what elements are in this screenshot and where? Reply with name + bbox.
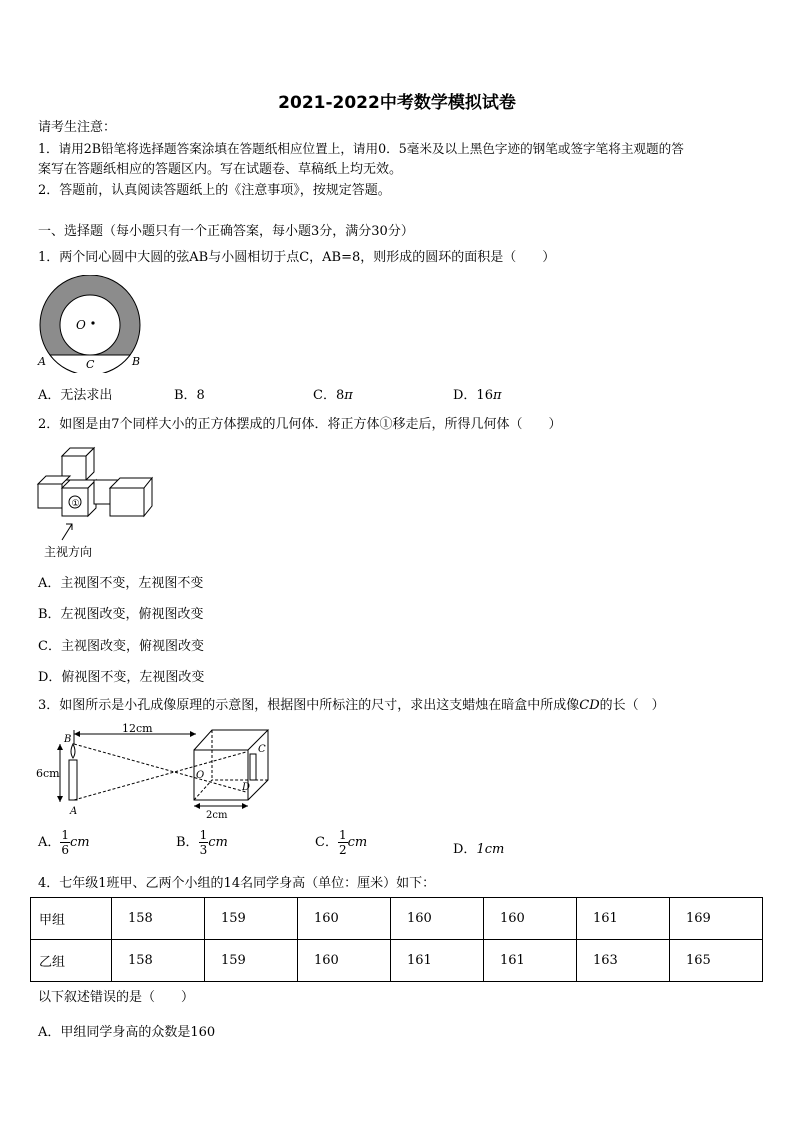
- table-row: [31, 898, 763, 940]
- q3-option-c: C． $\frac{1}{2}$ cm: [315, 828, 368, 857]
- q3-len-2: 2cm: [206, 810, 228, 821]
- q1-option-b: B．8: [174, 388, 205, 403]
- row-label: 乙组: [31, 940, 112, 982]
- table-cell: 161: [391, 940, 484, 982]
- q3-len-12: 12cm: [122, 722, 153, 735]
- q1-label-a: A: [38, 355, 46, 368]
- table-cell: 169: [670, 898, 763, 940]
- q1-label-b: B: [132, 355, 141, 368]
- notice-heading: 请考生注意：: [38, 120, 117, 135]
- q3-stem: 3．如图所示是小孔成像原理的示意图，根据图中所标注的尺寸，求出这支蜡烛在暗盒中所成像CD的长（ ）: [38, 698, 665, 713]
- table-cell: 165: [670, 940, 763, 982]
- q3-label-o: O: [196, 770, 205, 781]
- table-cell: 160: [298, 898, 391, 940]
- pi-symbol: π: [344, 388, 353, 403]
- table-cell: 159: [205, 898, 298, 940]
- q1-option-c: C．8π: [313, 388, 353, 403]
- table-cell: 158: [112, 898, 205, 940]
- table-cell: 160: [298, 940, 391, 982]
- q3-label-b: B: [64, 734, 72, 745]
- q1-ring-figure: [36, 275, 146, 373]
- table-cell: 159: [205, 940, 298, 982]
- page-title: 2021-2022中考数学模拟试卷: [278, 93, 516, 113]
- table-cell: 158: [112, 940, 205, 982]
- q4-followup: 以下叙述错误的是（ ）: [38, 990, 195, 1005]
- height-table: [30, 897, 763, 982]
- q3-label-a: A: [70, 806, 78, 817]
- q2-stem: 2．如图是由7个同样大小的正方体摆成的几何体．将正方体①移走后，所得几何体（ ）: [38, 417, 562, 432]
- pi-symbol: π: [492, 388, 502, 403]
- table-cell: 163: [577, 940, 670, 982]
- table-cell: 161: [577, 898, 670, 940]
- q1-label-c: C: [86, 358, 95, 371]
- q2-cube-mark: ①: [71, 499, 80, 509]
- table-cell: 161: [484, 940, 577, 982]
- notice-line-2: 2．答题前，认真阅读答题纸上的《注意事项》，按规定答题。: [38, 183, 391, 198]
- q3-pinhole-figure: [36, 722, 276, 822]
- q3-label-d: D: [242, 782, 251, 793]
- q2-cubes-figure: [36, 444, 160, 562]
- q3-option-d: D．1cm: [453, 842, 505, 857]
- q4-option-a: A．甲组同学身高的众数是160: [38, 1025, 216, 1040]
- q2-option-b: B．左视图改变，俯视图改变: [38, 607, 204, 622]
- q2-option-c: C．主视图改变，俯视图改变: [38, 639, 204, 654]
- q1-option-a: A．无法求出: [38, 388, 113, 403]
- q3-option-b: B． $\frac{1}{3}$ cm: [176, 828, 228, 857]
- q2-option-d: D．俯视图不变，左视图改变: [38, 670, 205, 685]
- table-cell: 160: [391, 898, 484, 940]
- notice-line-1a: 1．请用2B铅笔将选择题答案涂填在答题纸相应位置上，请用0．5毫米及以上黑色字迹的钢笔或签字笔将主观题的答: [38, 141, 684, 156]
- q2-option-a: A．主视图不变，左视图不变: [38, 576, 204, 591]
- table-row: [31, 940, 763, 982]
- section-heading: 一、选择题（每小题只有一个正确答案，每小题3分，满分30分）: [38, 224, 414, 239]
- notice-line-1b: 案写在答题纸相应的答题区内。写在试题卷、草稿纸上均无效。: [38, 162, 403, 177]
- row-label: 甲组: [31, 898, 112, 940]
- q1-label-o: O: [76, 318, 86, 332]
- q1-stem: 1．两个同心圆中大圆的弦AB与小圆相切于点C，AB=8，则形成的圆环的面积是（ ）: [38, 250, 556, 265]
- q1-option-d: D．16π: [453, 388, 502, 403]
- q4-stem: 4．七年级1班甲、乙两个小组的14名同学身高（单位：厘米）如下：: [38, 876, 436, 891]
- q3-len-6: 6cm: [36, 767, 60, 780]
- table-cell: 160: [484, 898, 577, 940]
- q2-view-caption: 主视方向: [44, 545, 93, 559]
- q3-label-c: C: [258, 744, 266, 755]
- q3-option-a: A． $\frac{1}{6}$ cm: [38, 828, 90, 857]
